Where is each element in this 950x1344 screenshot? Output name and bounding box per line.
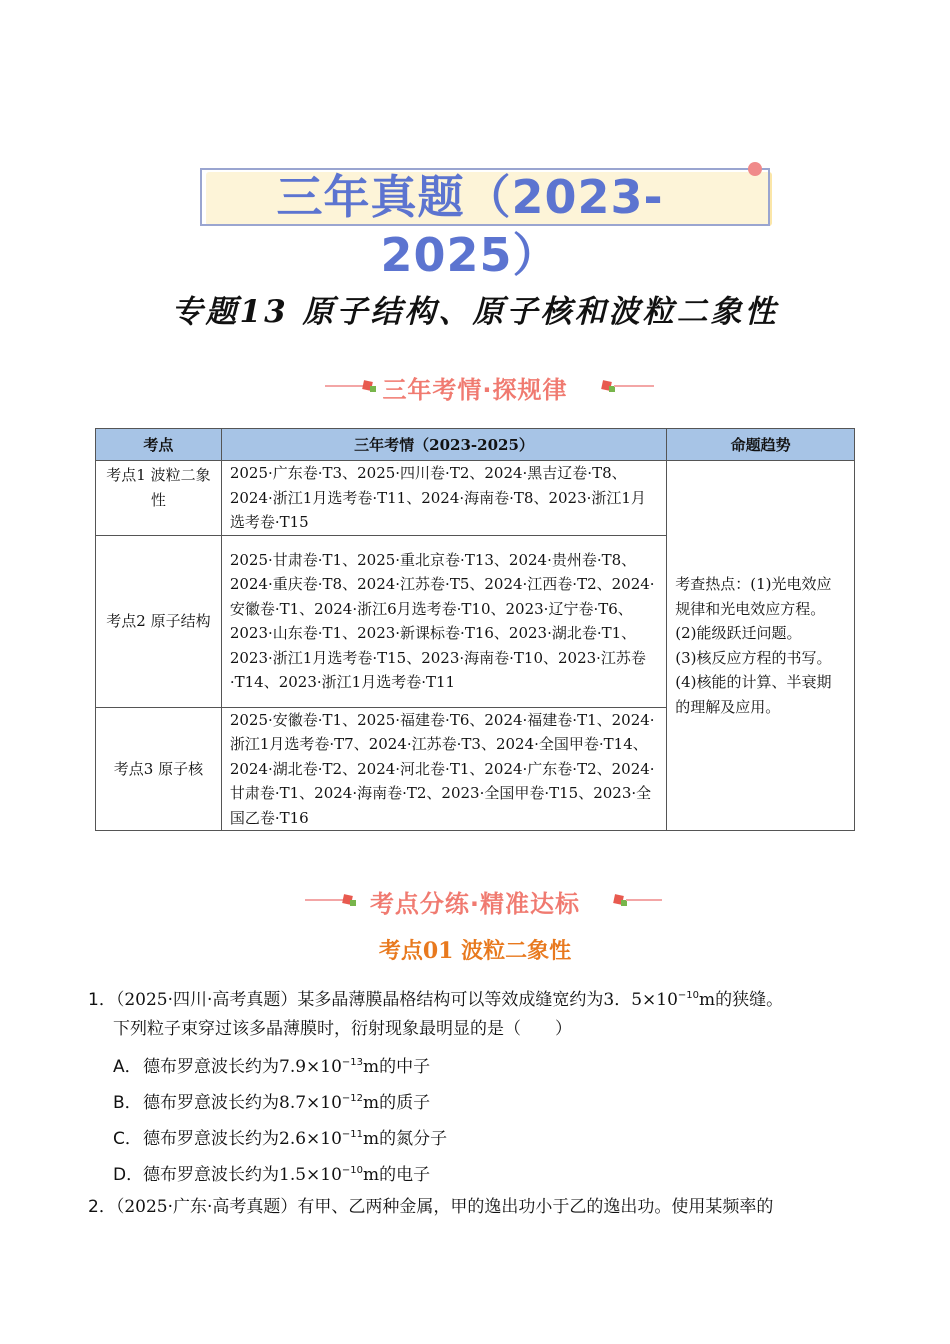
question-text: m的狭缝。 <box>699 990 784 1010</box>
question-number: 1． <box>88 990 116 1010</box>
question-text: 有甲、乙两种金属，甲的逸出功小于乙的逸出功。使用某频率的 <box>297 1197 774 1217</box>
option-c[interactable] <box>113 1123 447 1151</box>
topic-cell: 考点3 原子核 <box>96 707 222 831</box>
exponent: −13 <box>341 1057 364 1068</box>
exponent: −10 <box>341 1165 364 1176</box>
option-text: 德布罗意波长约为7.9×10 <box>143 1057 342 1077</box>
exam-list-cell: 2025·甘肃卷·T1、2025·重北京卷·T13、2024·贵州卷·T8、2024·重庆卷·T8、2024·江苏卷·T5、2024·江西卷·T2、2024·安徽卷·T1、2024·浙江6月选考卷·T10、2023·辽宁卷·T6、2023·山东卷·T1、2023·新课标卷·T16、2023·湖北卷·T1、2023·浙江1月选考卷·T15、2023·海南卷·T10、2023·江苏卷·T14、2023·浙江1月选考卷·T11 <box>221 535 666 707</box>
trend-cell <box>667 461 855 831</box>
option-letter: B． <box>113 1093 142 1113</box>
exponent: −11 <box>341 1129 364 1140</box>
option-letter: A． <box>113 1057 142 1077</box>
table-header-row <box>96 429 855 461</box>
question-source: （2025·四川·高考真题） <box>115 990 298 1010</box>
exponent: −12 <box>341 1093 364 1104</box>
section-divider-right <box>614 385 654 387</box>
topic-heading: 考点01 波粒二象性 <box>378 938 572 964</box>
section-marker-right-green <box>621 900 627 906</box>
question-text: 某多晶薄膜晶格结构可以等效成缝宽约为3．5×10 <box>297 990 678 1010</box>
trend-line: (2)能级跃迁问题。 <box>675 624 802 642</box>
option-letter: C． <box>113 1129 142 1149</box>
question-source: （2025·广东·高考真题） <box>115 1197 298 1217</box>
section-divider-right <box>626 899 662 901</box>
section-header-2 <box>0 880 950 920</box>
option-letter: D． <box>113 1165 144 1185</box>
section-title-1: 三年考情·探规律 <box>382 376 568 404</box>
question-1-stem-line2: 下列粒子束穿过该多晶薄膜时，衍射现象最明显的是（ ） <box>113 1019 572 1039</box>
exam-list-cell: 2025·安徽卷·T1、2025·福建卷·T6、2024·福建卷·T1、2024·浙江1月选考卷·T7、2024·江苏卷·T3、2024·全国甲卷·T14、2024·湖北卷·T2、2024·河北卷·T1、2024·广东卷·T2、2024·甘肃卷·T1、2024·海南卷·T2、2023·全国甲卷·T15、2023·全国乙卷·T16 <box>221 707 666 831</box>
topic-cell: 考点1 波粒二象性 <box>96 461 222 536</box>
banner-dot-decoration <box>748 162 762 176</box>
exam-overview-table <box>95 428 855 831</box>
option-a[interactable] <box>113 1051 430 1079</box>
option-d[interactable] <box>113 1159 430 1187</box>
question-2-stem <box>88 1195 868 1219</box>
option-b[interactable] <box>113 1087 430 1115</box>
section-header-1 <box>0 366 950 406</box>
section-marker-right-green <box>609 386 615 392</box>
table-header-cell: 命题趋势 <box>667 429 855 461</box>
topic-cell: 考点2 原子结构 <box>96 535 222 707</box>
table-header-cell: 三年考情（2023-2025） <box>221 429 666 461</box>
exponent: −10 <box>677 990 700 1001</box>
option-text: 德布罗意波长约为2.6×10 <box>143 1129 342 1149</box>
option-text: m的中子 <box>363 1057 431 1077</box>
option-text: m的质子 <box>363 1093 431 1113</box>
table-header-cell: 考点 <box>96 429 222 461</box>
trend-line: 考查热点：(1)光电效应规律和光电效应方程。 <box>675 575 832 618</box>
question-1-stem <box>88 984 868 1012</box>
exam-list-cell: 2025·广东卷·T3、2025·四川卷·T2、2024·黑吉辽卷·T8、2024·浙江1月选考卷·T11、2024·海南卷·T8、2023·浙江1月选考卷·T15 <box>221 461 666 536</box>
banner-text: 三年真题（2023-2025） <box>276 170 664 282</box>
section-title-2: 考点分练·精准达标 <box>369 890 581 918</box>
question-number: 2． <box>88 1197 116 1217</box>
option-text: m的电子 <box>363 1165 431 1185</box>
option-text: 德布罗意波长约为8.7×10 <box>143 1093 342 1113</box>
option-text: m的氮分子 <box>363 1129 448 1149</box>
table-row <box>96 461 855 536</box>
trend-line: (4)核能的计算、半衰期的理解及应用。 <box>675 673 832 716</box>
option-text: 德布罗意波长约为1.5×10 <box>143 1165 342 1185</box>
trend-line: (3)核反应方程的书写。 <box>675 648 832 667</box>
page-title: 专题13 原子结构、原子核和波粒二象性 <box>171 294 779 330</box>
header-banner <box>200 162 772 282</box>
